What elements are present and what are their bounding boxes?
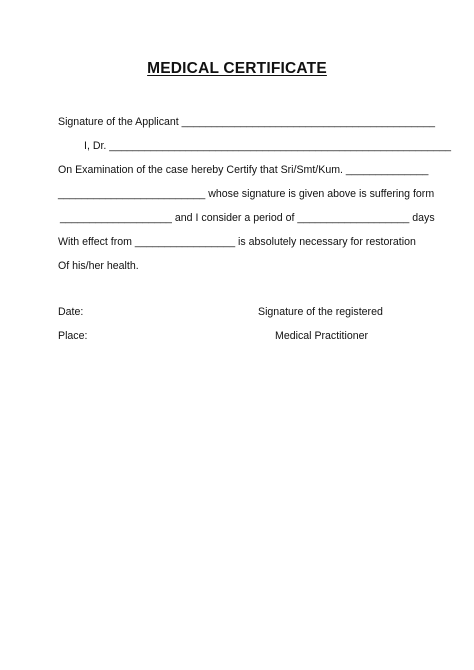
signature-label-line2: Medical Practitioner (275, 330, 369, 342)
date-label: Date: (58, 306, 84, 318)
document-title: MEDICAL CERTIFICATE (147, 60, 327, 77)
suffering-line: _________________________ whose signature is given above is suffering form (58, 188, 435, 200)
effect-line: With effect from _________________ is absolutely necessary for restoration (58, 236, 416, 248)
examination-line: On Examination of the case hereby Certify that Sri/Smt/Kum. ______________ (58, 164, 429, 176)
period-line: ___________________ and I consider a period of ___________________ days (60, 212, 435, 224)
doctor-name-line: I, Dr. __________________________________________________________ (84, 140, 452, 152)
applicant-signature-line: Signature of the Applicant ___________________________________________ (58, 116, 436, 128)
signature-label-line1: Signature of the registered (258, 306, 383, 318)
place-label: Place: (58, 330, 88, 342)
health-line: Of his/her health. (58, 260, 139, 272)
